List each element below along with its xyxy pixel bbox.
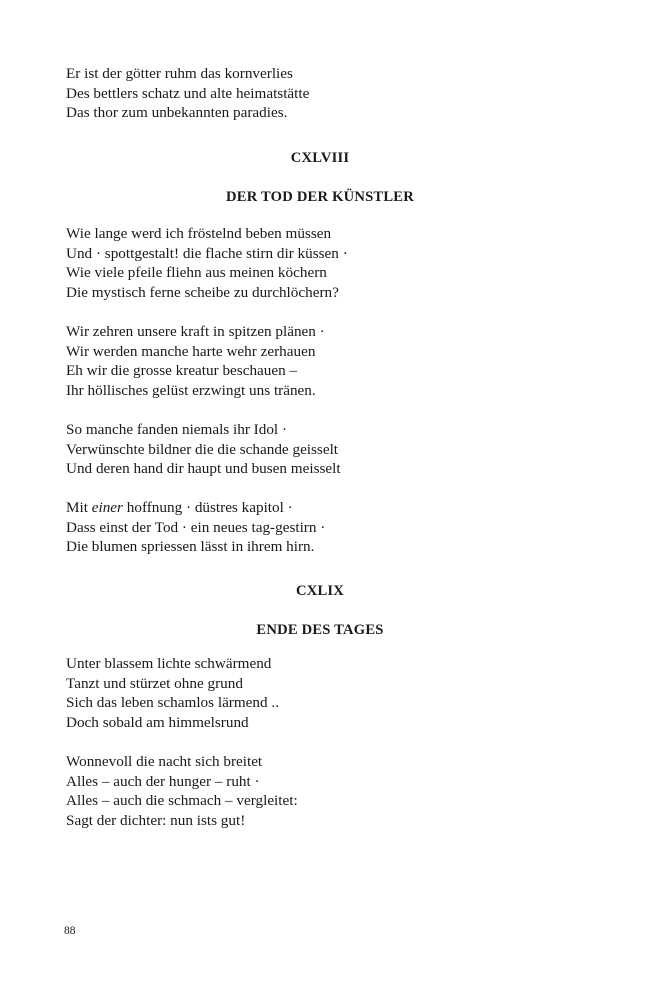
verse-line: Eh wir die grosse kreatur beschauen – (66, 362, 298, 380)
page-number: 88 (64, 925, 76, 937)
verse-line: Das thor zum unbekannten paradies. (66, 104, 288, 122)
stanza-break (66, 479, 574, 499)
verse-line: Unter blassem lichte schwärmend (66, 655, 272, 673)
poem-numeral: CXLIX (295, 583, 345, 600)
verse-line: Tanzt und stürzet ohne grund (66, 674, 243, 692)
verse-line: Er ist der götter ruhm das kornverlies (66, 65, 293, 82)
stanza (66, 420, 574, 479)
stanza (66, 752, 574, 830)
verse-line: Die mystisch ferne scheibe zu durchlöchern? (66, 283, 339, 301)
verse-line: Wie lange werd ich fröstelnd beben müssen (66, 224, 332, 242)
verse-line: Dass einst der Tod · ein neues tag-gestirn · (66, 518, 326, 536)
opening-stanza (66, 64, 574, 123)
stanza-break (66, 733, 574, 753)
verse-line: Und deren hand dir haupt und busen meisselt (66, 460, 341, 478)
verse-text: Mit (66, 499, 92, 517)
verse-line: Wir werden manche harte wehr zerhauen (66, 342, 316, 360)
verse-text: hoffnung · düstres kapitol · (122, 499, 293, 517)
page-body (66, 64, 574, 831)
verse-line: Verwünschte bildner die die schande geisselt (66, 440, 339, 458)
poem-title: ENDE DES TAGES (256, 621, 384, 638)
stanza (66, 322, 574, 400)
verse-line: Wir zehren unsere kraft in spitzen plänen · (66, 322, 325, 340)
verse-line: Doch sobald am himmelsrund (66, 714, 249, 732)
stanza (66, 224, 574, 302)
poem-title: DER TOD DER KÜNSTLER (226, 189, 414, 206)
verse-line: Die blumen spriessen lässt in ihrem hirn. (66, 538, 315, 556)
verse-line: Sagt der dichter: nun ists gut! (66, 812, 246, 829)
verse-line: Und · spottgestalt! die flache stirn dir küssen · (66, 244, 348, 262)
verse-line: Sich das leben schamlos lärmend .. (66, 694, 279, 712)
emphasized-word: einer (91, 499, 123, 517)
verse-line: So manche fanden niemals ihr Idol · (66, 420, 287, 438)
verse-line: Wie viele pfeile fliehn aus meinen köchern (66, 264, 327, 282)
verse-line: Alles – auch der hunger – ruht · (66, 772, 260, 790)
verse-line (66, 498, 574, 518)
verse-line: Des bettlers schatz und alte heimatstätte (66, 84, 310, 102)
verse-line: Wonnevoll die nacht sich breitet (66, 753, 263, 771)
poem-numeral: CXLVIII (290, 149, 350, 166)
verse-line: Ihr höllisches gelüst erzwingt uns tränen. (66, 381, 316, 399)
stanza-break (66, 302, 574, 322)
stanza-break (66, 400, 574, 420)
stanza (66, 498, 574, 557)
verse-line: Alles – auch die schmach – vergleitet: (66, 792, 298, 810)
stanza (66, 654, 574, 732)
